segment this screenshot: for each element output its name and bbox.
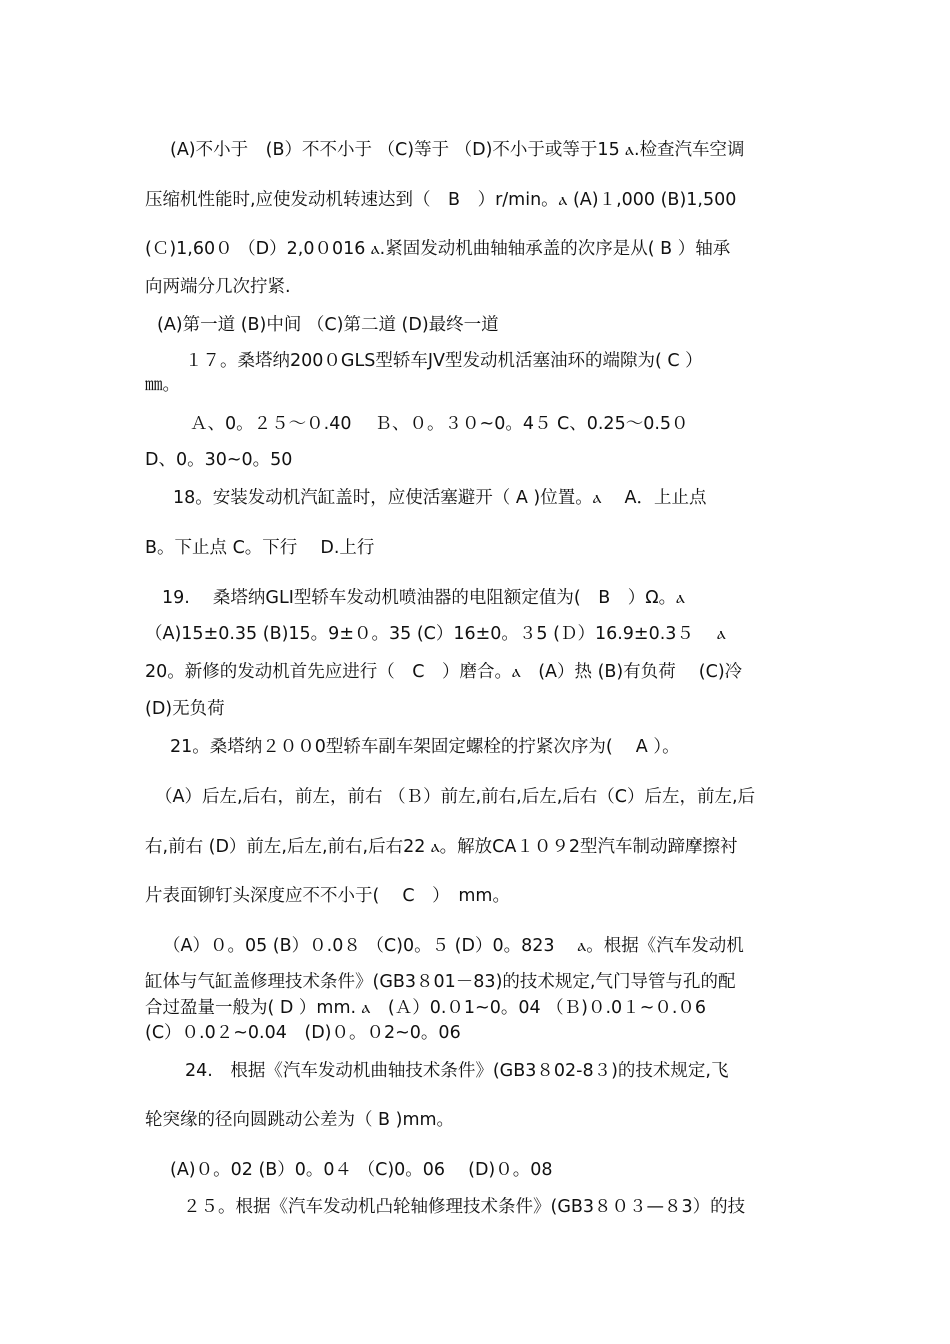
text-line: （A）后左,后右，前左，前右 （Ｂ）前左,前右,后左,后右（C）后左，前左,后	[155, 787, 756, 807]
text-line: 合过盈量一般为( D ）mm. ⲁ (Ａ）0.０1~0。04 （Ｂ)０.0１~０.０6	[145, 998, 707, 1018]
text-line: (D)无负荷	[145, 699, 225, 719]
text-line: ２５。根据《汽车发动机凸轮轴修理技术条件》(GB3８０３—８3）的技	[183, 1197, 746, 1217]
text-line: 21。桑塔纳２００0型轿车副车架固定螺栓的拧紧次序为( A ）。	[170, 737, 680, 757]
text-line: 右,前右 (D）前左,后左,前右,后右22 ⲁ。解放CA１０９2型汽车制动蹄摩擦衬	[145, 837, 738, 857]
text-line: (A)０。02 (B）0。0４ （C)0。06 (D)０。08	[170, 1160, 553, 1180]
text-line: (A)不小于 (B）不不小于 （C)等于 （D)不小于或等于15 ⲁ.检查汽车空调	[170, 140, 745, 160]
text-line: B。下止点 C。下行 D.上行	[145, 538, 375, 558]
text-line: １７。桑塔纳200０GLS型轿车JV型发动机活塞油环的端隙为( C ）	[185, 351, 703, 371]
text-line: 缸体与气缸盖修理技术条件》(GB3８01－83)的技术规定,气门导管与孔的配	[145, 972, 736, 992]
text-line: D、0。30~0。50	[145, 450, 293, 470]
text-line: Ａ、0。２５～０.40 Ｂ、０。３０~0。4５ C、0.25～0.5０	[190, 414, 689, 434]
text-line: (Ｃ)1,60０ （D）2,0０016 ⲁ.紧固发动机曲轴轴承盖的次序是从( B ）轴承	[145, 239, 731, 259]
text-line: 19. 桑塔纳GLI型轿车发动机喷油器的电阻额定值为( B ）Ω。ⲁ	[162, 588, 685, 608]
text-line: （A）０。05 (B）０.0８ （C)0。５ (D）0。823 ⲁ。根据《汽车发动机	[163, 936, 744, 956]
text-line: 20。新修的发动机首先应进行（ C ）磨合。ⲁ (A）热 (B)有负荷 (C)冷	[145, 662, 743, 682]
text-line: (C）０.0２~0.04 (D)０。０2~0。06	[145, 1023, 461, 1043]
text-line: 向两端分几次拧紧.	[145, 277, 291, 297]
text-line: 18。安装发动机汽缸盖时，应使活塞避开（ A )位置。ⲁ A．上止点	[173, 488, 707, 508]
text-line: 轮突缘的径向圆跳动公差为（ B )mm。	[145, 1110, 455, 1130]
text-line: (A)第一道 (B)中间 （C)第二道 (D)最终一道	[157, 315, 499, 335]
text-line: 压缩机性能时,应使发动机转速达到（ B ）r/min。ⲁ (A)１,000 (B)1,500	[145, 190, 737, 210]
text-line: 24. 根据《汽车发动机曲轴技术条件》(GB3８02-8３)的技术规定,飞	[185, 1061, 729, 1081]
text-line: 片表面铆钉头深度应不不小于( C ） mm。	[145, 886, 510, 906]
text-line: （A)15±0.35 (B)15。9±０。35 (C）16±0。３5 (Ｄ）16.9±0.3５ ⲁ	[145, 624, 726, 644]
text-line: ㎜。	[145, 375, 180, 395]
